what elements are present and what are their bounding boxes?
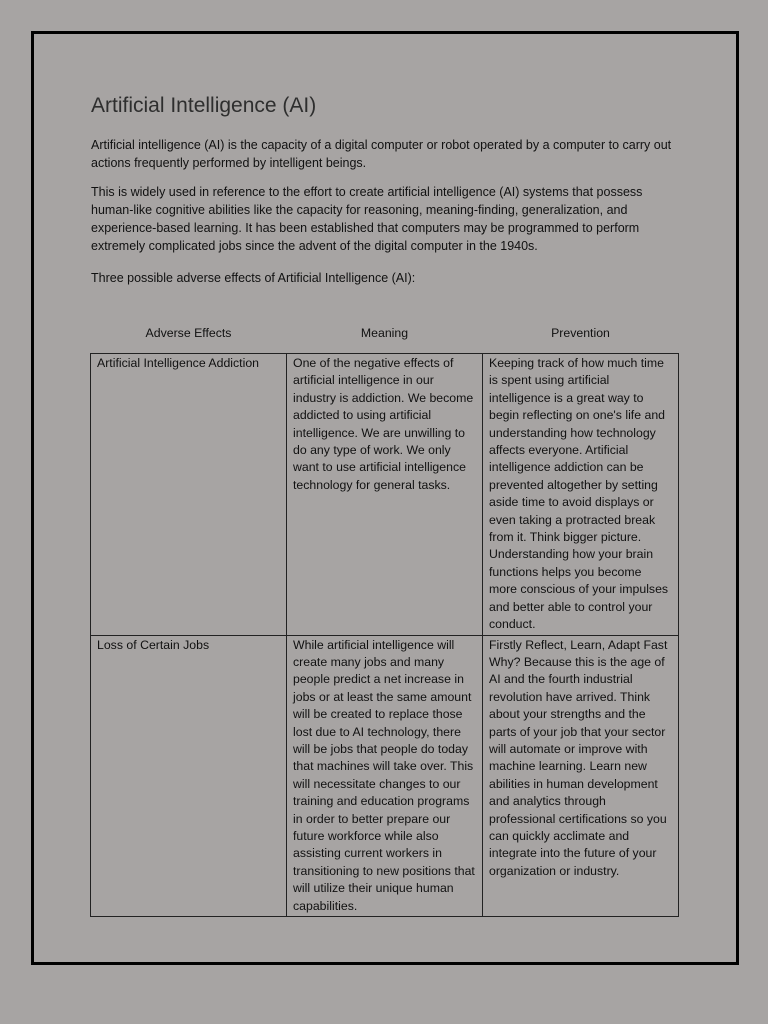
effect-cell: Loss of Certain Jobs: [91, 635, 287, 917]
table-row: [91, 635, 679, 917]
effect-cell: Artificial Intelligence Addiction: [91, 354, 287, 636]
effects-lead-paragraph: Three possible adverse effects of Artificial Intelligence (AI):: [91, 271, 416, 285]
intro-paragraph: Artificial intelligence (AI) is the capacity of a digital computer or robot operated by a computer to carry out actions frequently performed by intelligent beings.: [91, 138, 672, 170]
table-row: [91, 354, 679, 636]
page-title: Artificial Intelligence (AI): [91, 94, 317, 117]
meaning-cell: One of the negative effects of artificial intelligence in our industry is addiction. We become addicted to using artificial intelligence. We are unwilling to do any type of work. We only want to use artificial intelligence technology for general tasks.: [287, 354, 483, 636]
meaning-cell: While artificial intelligence will create many jobs and many people predict a net increase in jobs or at least the same amount will be created to replace those lost due to AI technology, there will be jobs that people do today that machines will take over. This will necessitate changes to our training and education programs in order to better prepare our future workforce while also assisting current workers in transitioning to new positions that will utilize their unique human capabilities.: [287, 635, 483, 917]
table-header-row: [91, 325, 679, 354]
prevention-cell: Firstly Reflect, Learn, Adapt Fast Why? Because this is the age of AI and the fourth industrial revolution have arrived. Think about your strengths and the parts of your job that your sector will automate or improve with machine learning. Learn new abilities in human development and analytics through professional certifications so you can quickly acclimate and integrate into the future of your organization or industry.: [483, 635, 679, 917]
usage-paragraph: This is widely used in reference to the effort to create artificial intelligence (AI) systems that possess human-like cognitive abilities like the capacity for reasoning, meaning-finding, generalization, and experience-based learning. It has been established that computers may be programmed to perform extremely complicated jobs since the advent of the digital computer in the 1940s.: [91, 185, 643, 253]
adverse-effects-table: [90, 325, 679, 917]
header-prevention: Prevention: [551, 326, 610, 340]
prevention-cell: Keeping track of how much time is spent using artificial intelligence is a great way to begin reflecting on one's life and understanding how technology affects everyone. Artificial intelligence addiction can be prevented altogether by setting aside time to avoid displays or even taking a protracted break from it. Think bigger picture. Understanding how your brain functions helps you become more conscious of your impulses and better able to control your conduct.: [483, 354, 679, 636]
header-meaning: Meaning: [360, 326, 409, 340]
header-adverse-effects: Adverse Effects: [145, 326, 232, 340]
